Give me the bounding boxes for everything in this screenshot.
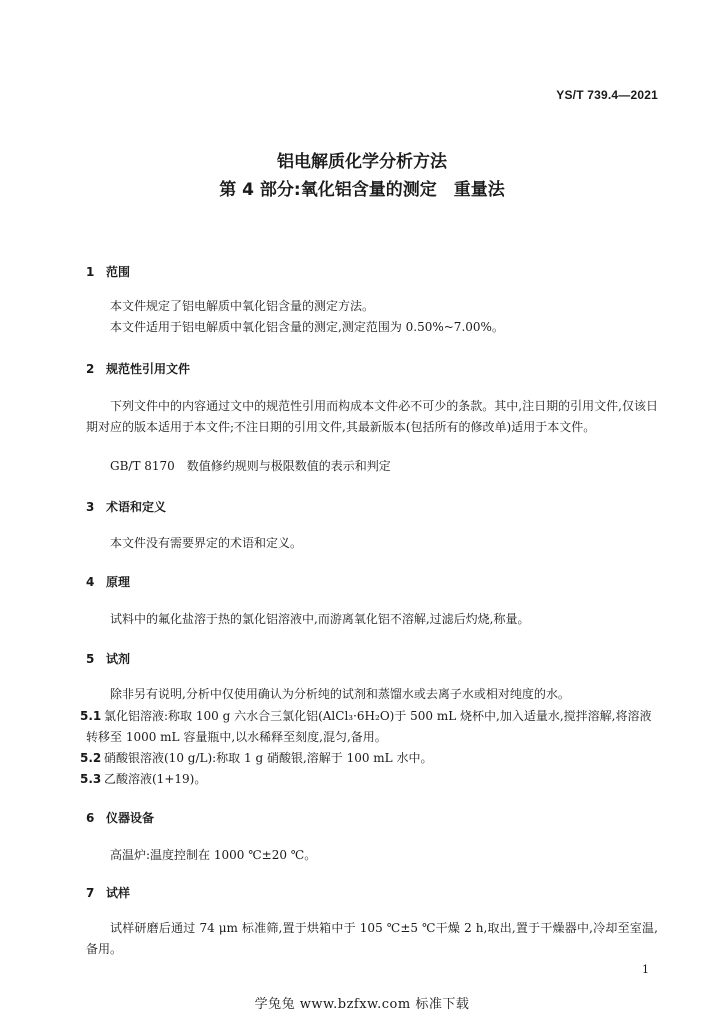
sample-paragraph: 试样研磨后通过 74 μm 标准筛,置于烘箱中于 105 ℃±5 ℃干燥 2 h,取出,置于干燥器中,冷却至室温,备用。 [86, 921, 658, 956]
reference-item: GB/T 8170 数值修约规则与极限数值的表示和判定 [110, 459, 391, 473]
section-number: 2 [86, 362, 95, 376]
section-number: 1 [86, 265, 95, 279]
document-title-line2: 第 4 部分:氧化铝含量的测定 重量法 [219, 180, 505, 200]
section-heading-normative-references [86, 360, 190, 377]
terms-paragraph: 本文件没有需要界定的术语和定义。 [110, 536, 303, 550]
section-number: 5 [86, 652, 95, 666]
section-heading-reagents [86, 650, 130, 667]
section-title: 规范性引用文件 [106, 362, 191, 376]
item-number: 5.3 [80, 772, 102, 786]
section-number: 6 [86, 811, 95, 825]
references-paragraph: 下列文件中的内容通过文中的规范性引用而构成本文件必不可少的条款。其中,注日期的引用文件,仅该日期对应的版本适用于本文件;不注日期的引用文件,其最新版本(包括所有的修改单)适用于本文件。 [86, 399, 658, 434]
section-heading-apparatus [86, 809, 154, 826]
item-number: 5.2 [80, 751, 102, 765]
item-number: 5.1 [80, 709, 102, 723]
item-text: 氯化铝溶液:称取 100 g 六水合三氯化铝(AlCl₃·6H₂O)于 500 mL 烧杯中,加入适量水,搅拌溶解,将溶液转移至 1000 mL 容量瓶中,以水稀释至刻度,混匀,备用。 [86, 709, 652, 744]
section-title: 范围 [106, 265, 131, 279]
section-title: 试样 [106, 886, 131, 900]
document-title-line1: 铝电解质化学分析方法 [277, 152, 447, 172]
reagent-item-5-3 [80, 769, 658, 790]
reagent-item-5-1 [80, 706, 658, 748]
scope-paragraph-1: 本文件规定了铝电解质中氧化铝含量的测定方法。 [110, 299, 375, 313]
section-number: 7 [86, 886, 95, 900]
section-heading-scope [86, 263, 130, 280]
reagents-intro: 除非另有说明,分析中仅使用确认为分析纯的试剂和蒸馏水或去离子水或相对纯度的水。 [110, 687, 570, 701]
section-title: 原理 [106, 575, 131, 589]
section-number: 3 [86, 500, 95, 514]
principle-paragraph: 试料中的氟化盐溶于热的氯化铝溶液中,而游离氧化铝不溶解,过滤后灼烧,称量。 [110, 612, 530, 626]
section-heading-sample [86, 884, 130, 901]
scope-paragraph-2: 本文件适用于铝电解质中氧化铝含量的测定,测定范围为 0.50%~7.00%。 [110, 320, 504, 334]
page-number: 1 [642, 963, 649, 976]
standard-code: YS/T 739.4—2021 [556, 88, 658, 102]
reagent-item-5-2 [80, 748, 658, 769]
apparatus-paragraph: 高温炉:温度控制在 1000 ℃±20 ℃。 [110, 848, 317, 862]
section-title: 术语和定义 [106, 500, 167, 514]
item-text: 硝酸银溶液(10 g/L):称取 1 g 硝酸银,溶解于 100 mL 水中。 [104, 751, 433, 765]
section-heading-terms [86, 498, 166, 515]
section-title: 试剂 [106, 652, 131, 666]
section-number: 4 [86, 575, 95, 589]
section-heading-principle [86, 573, 130, 590]
item-text: 乙酸溶液(1+19)。 [104, 772, 207, 786]
section-title: 仪器设备 [106, 811, 155, 825]
footer-watermark: 学兔兔 www.bzfxw.com 标准下载 [254, 997, 470, 1012]
